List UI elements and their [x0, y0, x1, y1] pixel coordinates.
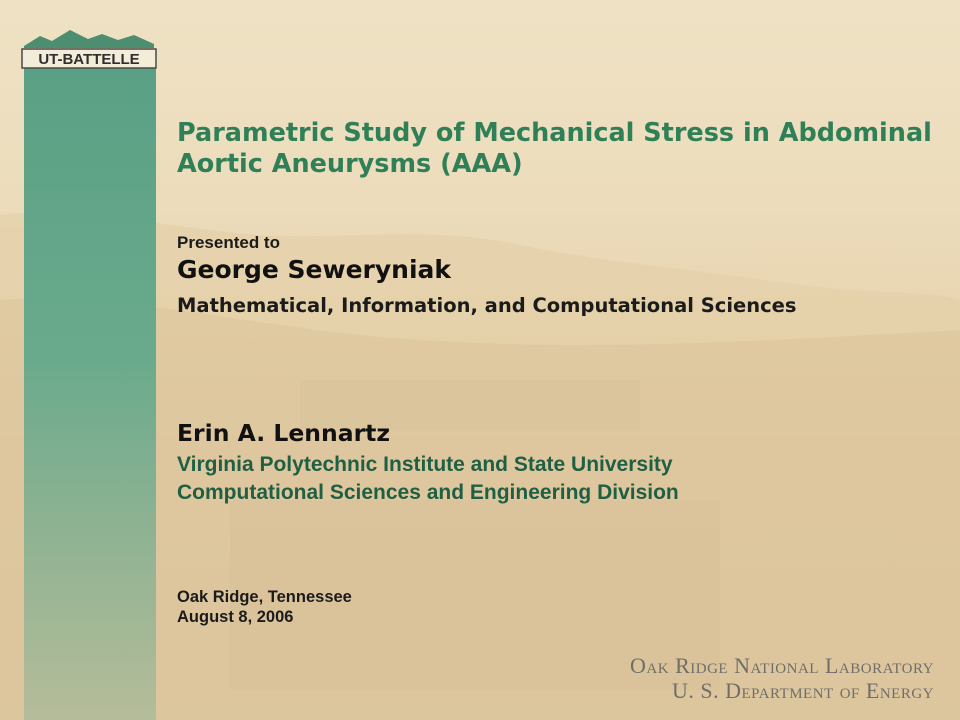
author-affiliations — [177, 451, 679, 507]
presentation-title: Parametric Study of Mechanical Stress in Abdominal Aortic Aneurysms (AAA) — [177, 118, 932, 179]
date: August 8, 2006 — [177, 608, 294, 626]
doe-wordmark: U. S. Department of Energy — [671, 678, 934, 703]
location: Oak Ridge, Tennessee — [177, 588, 352, 606]
ut-battelle-logo — [18, 26, 160, 72]
ornl-wordmark: Oak Ridge National Laboratory — [630, 653, 934, 678]
recipient-name: George Seweryniak — [177, 255, 452, 284]
left-accent-band — [24, 66, 156, 720]
presented-to-label: Presented to — [177, 233, 280, 252]
svg-text:UT-BATTELLE: UT-BATTELLE — [38, 51, 140, 68]
recipient-department: Mathematical, Information, and Computational Sciences — [177, 294, 797, 317]
affiliation-division: Computational Sciences and Engineering Division — [177, 481, 679, 504]
ornl-doe-footer — [630, 654, 934, 704]
location-date-block — [177, 587, 352, 627]
affiliation-university: Virginia Polytechnic Institute and State University — [177, 453, 673, 476]
author-name: Erin A. Lennartz — [177, 419, 391, 447]
